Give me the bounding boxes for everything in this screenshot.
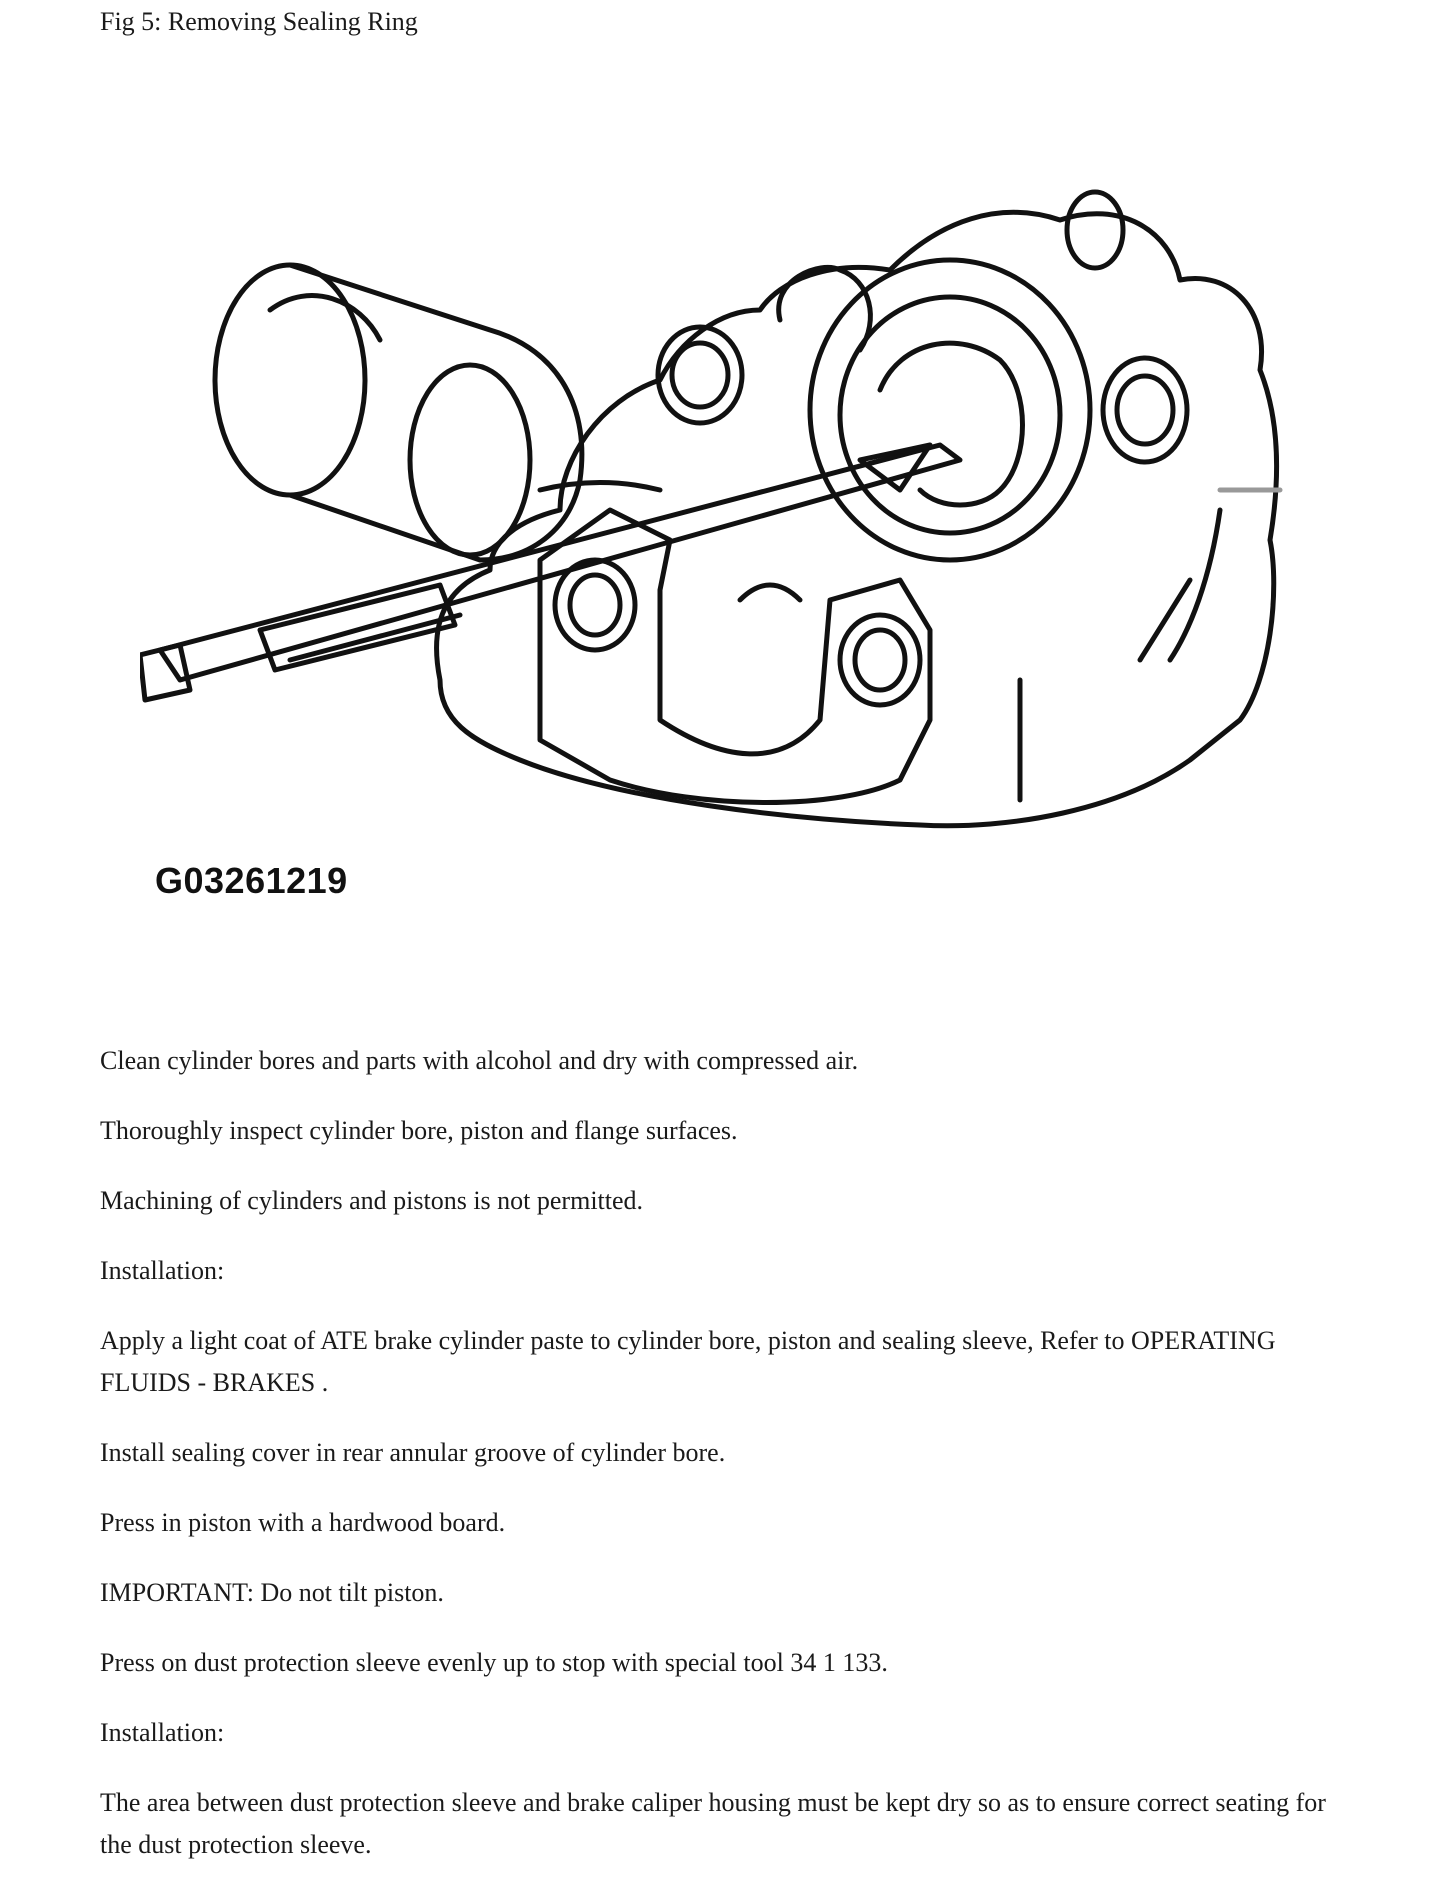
paragraph: Apply a light coat of ATE brake cylinder paste to cylinder bore, piston and sealing sleeve, Refer to OPERATING FLUIDS - BRAKES . xyxy=(100,1326,1276,1397)
figure-code: G03261219 xyxy=(155,860,348,901)
paragraph: The area between dust protection sleeve and brake caliper housing must be kept dry so as to ensure correct seating for the dust protection sleeve. xyxy=(100,1788,1326,1859)
front-bracket xyxy=(540,510,930,803)
paragraph: Machining of cylinders and pistons is not permitted. xyxy=(100,1186,644,1215)
instructions-body xyxy=(100,1040,1360,1894)
cylinder-bore xyxy=(810,260,1090,560)
section-heading: Installation: xyxy=(100,1718,225,1747)
section-heading: Installation: xyxy=(100,1256,225,1285)
figure-caption: Fig 5: Removing Sealing Ring xyxy=(100,7,418,36)
important-note: IMPORTANT: Do not tilt piston. xyxy=(100,1578,444,1607)
paragraph: Press in piston with a hardwood board. xyxy=(100,1508,506,1537)
paragraph: Thoroughly inspect cylinder bore, piston and flange surfaces. xyxy=(100,1116,738,1145)
brake-caliper-illustration xyxy=(140,160,1310,920)
paragraph: Press on dust protection sleeve evenly up to stop with special tool 34 1 133. xyxy=(100,1648,888,1677)
paragraph: Install sealing cover in rear annular groove of cylinder bore. xyxy=(100,1438,726,1467)
top-port xyxy=(1067,192,1123,268)
paragraph: Clean cylinder bores and parts with alcohol and dry with compressed air. xyxy=(100,1046,859,1075)
